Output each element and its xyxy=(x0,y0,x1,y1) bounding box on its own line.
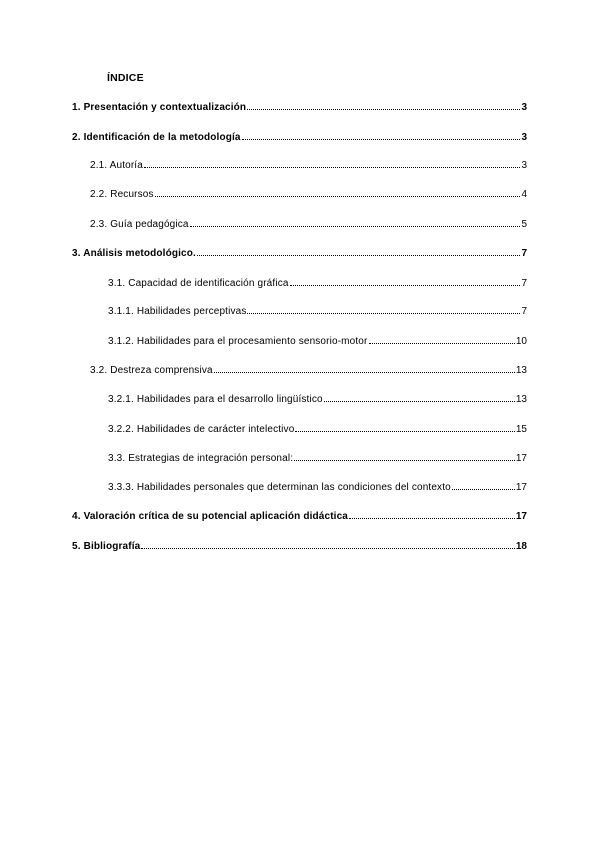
toc-entry[interactable] xyxy=(72,511,527,523)
dot-leader xyxy=(295,431,514,432)
toc-entry-label: 2.3. Guía pedagógica xyxy=(90,219,189,230)
toc-entry-label: 2.1. Autoría xyxy=(90,160,143,171)
toc-entry[interactable] xyxy=(90,189,527,201)
dot-leader xyxy=(452,489,515,490)
dot-leader xyxy=(349,518,515,519)
toc-entry-page: 3 xyxy=(521,132,527,143)
toc-entry-page: 17 xyxy=(515,482,527,493)
toc-entry[interactable] xyxy=(72,248,527,260)
toc-entry-label: 2.2. Recursos xyxy=(90,189,154,200)
toc-entry-page: 7 xyxy=(521,248,527,259)
toc-entry-page: 10 xyxy=(515,336,527,347)
toc-entry-page: 3 xyxy=(521,160,527,171)
toc-entry-label: 1. Presentación y contextualización xyxy=(72,102,247,113)
toc-entry[interactable] xyxy=(72,102,527,114)
toc-entry-page: 7 xyxy=(521,278,527,289)
toc-entry-label: 3.2.2. Habilidades de carácter intelectivo xyxy=(108,424,295,435)
toc-entry-page: 17 xyxy=(515,511,527,522)
toc-entry[interactable] xyxy=(108,336,527,348)
toc-entry[interactable] xyxy=(90,219,527,231)
toc-entry-label: 2. Identificación de la metodología xyxy=(72,132,241,143)
toc-entry[interactable] xyxy=(108,306,527,318)
toc-entry[interactable] xyxy=(108,424,527,436)
toc-entry[interactable] xyxy=(108,278,527,290)
dot-leader xyxy=(247,109,520,110)
dot-leader xyxy=(242,139,520,140)
toc-entry[interactable] xyxy=(72,132,527,144)
toc-entry[interactable] xyxy=(108,453,527,465)
toc-entry-page: 15 xyxy=(515,424,527,435)
dot-leader xyxy=(294,460,515,461)
toc-entry-page: 7 xyxy=(521,306,527,317)
toc-entry-label: 3.2.1. Habilidades para el desarrollo lingüístico xyxy=(108,394,323,405)
toc-entry[interactable] xyxy=(108,482,527,494)
toc-entry-page: 5 xyxy=(521,219,527,230)
toc-entry-page: 13 xyxy=(515,394,527,405)
toc-entry-page: 18 xyxy=(515,541,527,552)
toc-entry-label: 4. Valoración crítica de su potencial aplicación didáctica xyxy=(72,511,349,522)
dot-leader xyxy=(214,372,515,373)
dot-leader xyxy=(190,226,520,227)
toc-entry[interactable] xyxy=(72,541,527,553)
toc-entry-label: 3. Análisis metodológico. xyxy=(72,248,196,259)
dot-leader xyxy=(324,401,515,402)
toc-entry[interactable] xyxy=(90,365,527,377)
dot-leader xyxy=(155,196,520,197)
dot-leader xyxy=(197,255,520,256)
toc-entry-page: 4 xyxy=(521,189,527,200)
toc-entry-label: 3.1. Capacidad de identificación gráfica xyxy=(108,278,289,289)
toc-entry[interactable] xyxy=(90,160,527,172)
toc-title: ÍNDICE xyxy=(107,72,144,84)
toc-entry-label: 3.2. Destreza comprensiva xyxy=(90,365,213,376)
dot-leader xyxy=(141,548,515,549)
toc-entry-page: 3 xyxy=(521,102,527,113)
toc-entry-label: 5. Bibliografía xyxy=(72,541,141,552)
toc-entry-label: 3.3. Estrategias de integración personal: xyxy=(108,453,294,464)
toc-entry[interactable] xyxy=(108,394,527,406)
dot-leader xyxy=(290,285,520,286)
toc-entry-page: 13 xyxy=(515,365,527,376)
toc-entry-label: 3.1.2. Habilidades para el procesamiento sensorio-motor xyxy=(108,336,368,347)
dot-leader xyxy=(369,343,515,344)
toc-entry-label: 3.3.3. Habilidades personales que determinan las condiciones del contexto xyxy=(108,482,451,493)
toc-entry-page: 17 xyxy=(515,453,527,464)
dot-leader xyxy=(247,313,520,314)
toc-entry-label: 3.1.1. Habilidades perceptivas xyxy=(108,306,247,317)
dot-leader xyxy=(144,167,520,168)
